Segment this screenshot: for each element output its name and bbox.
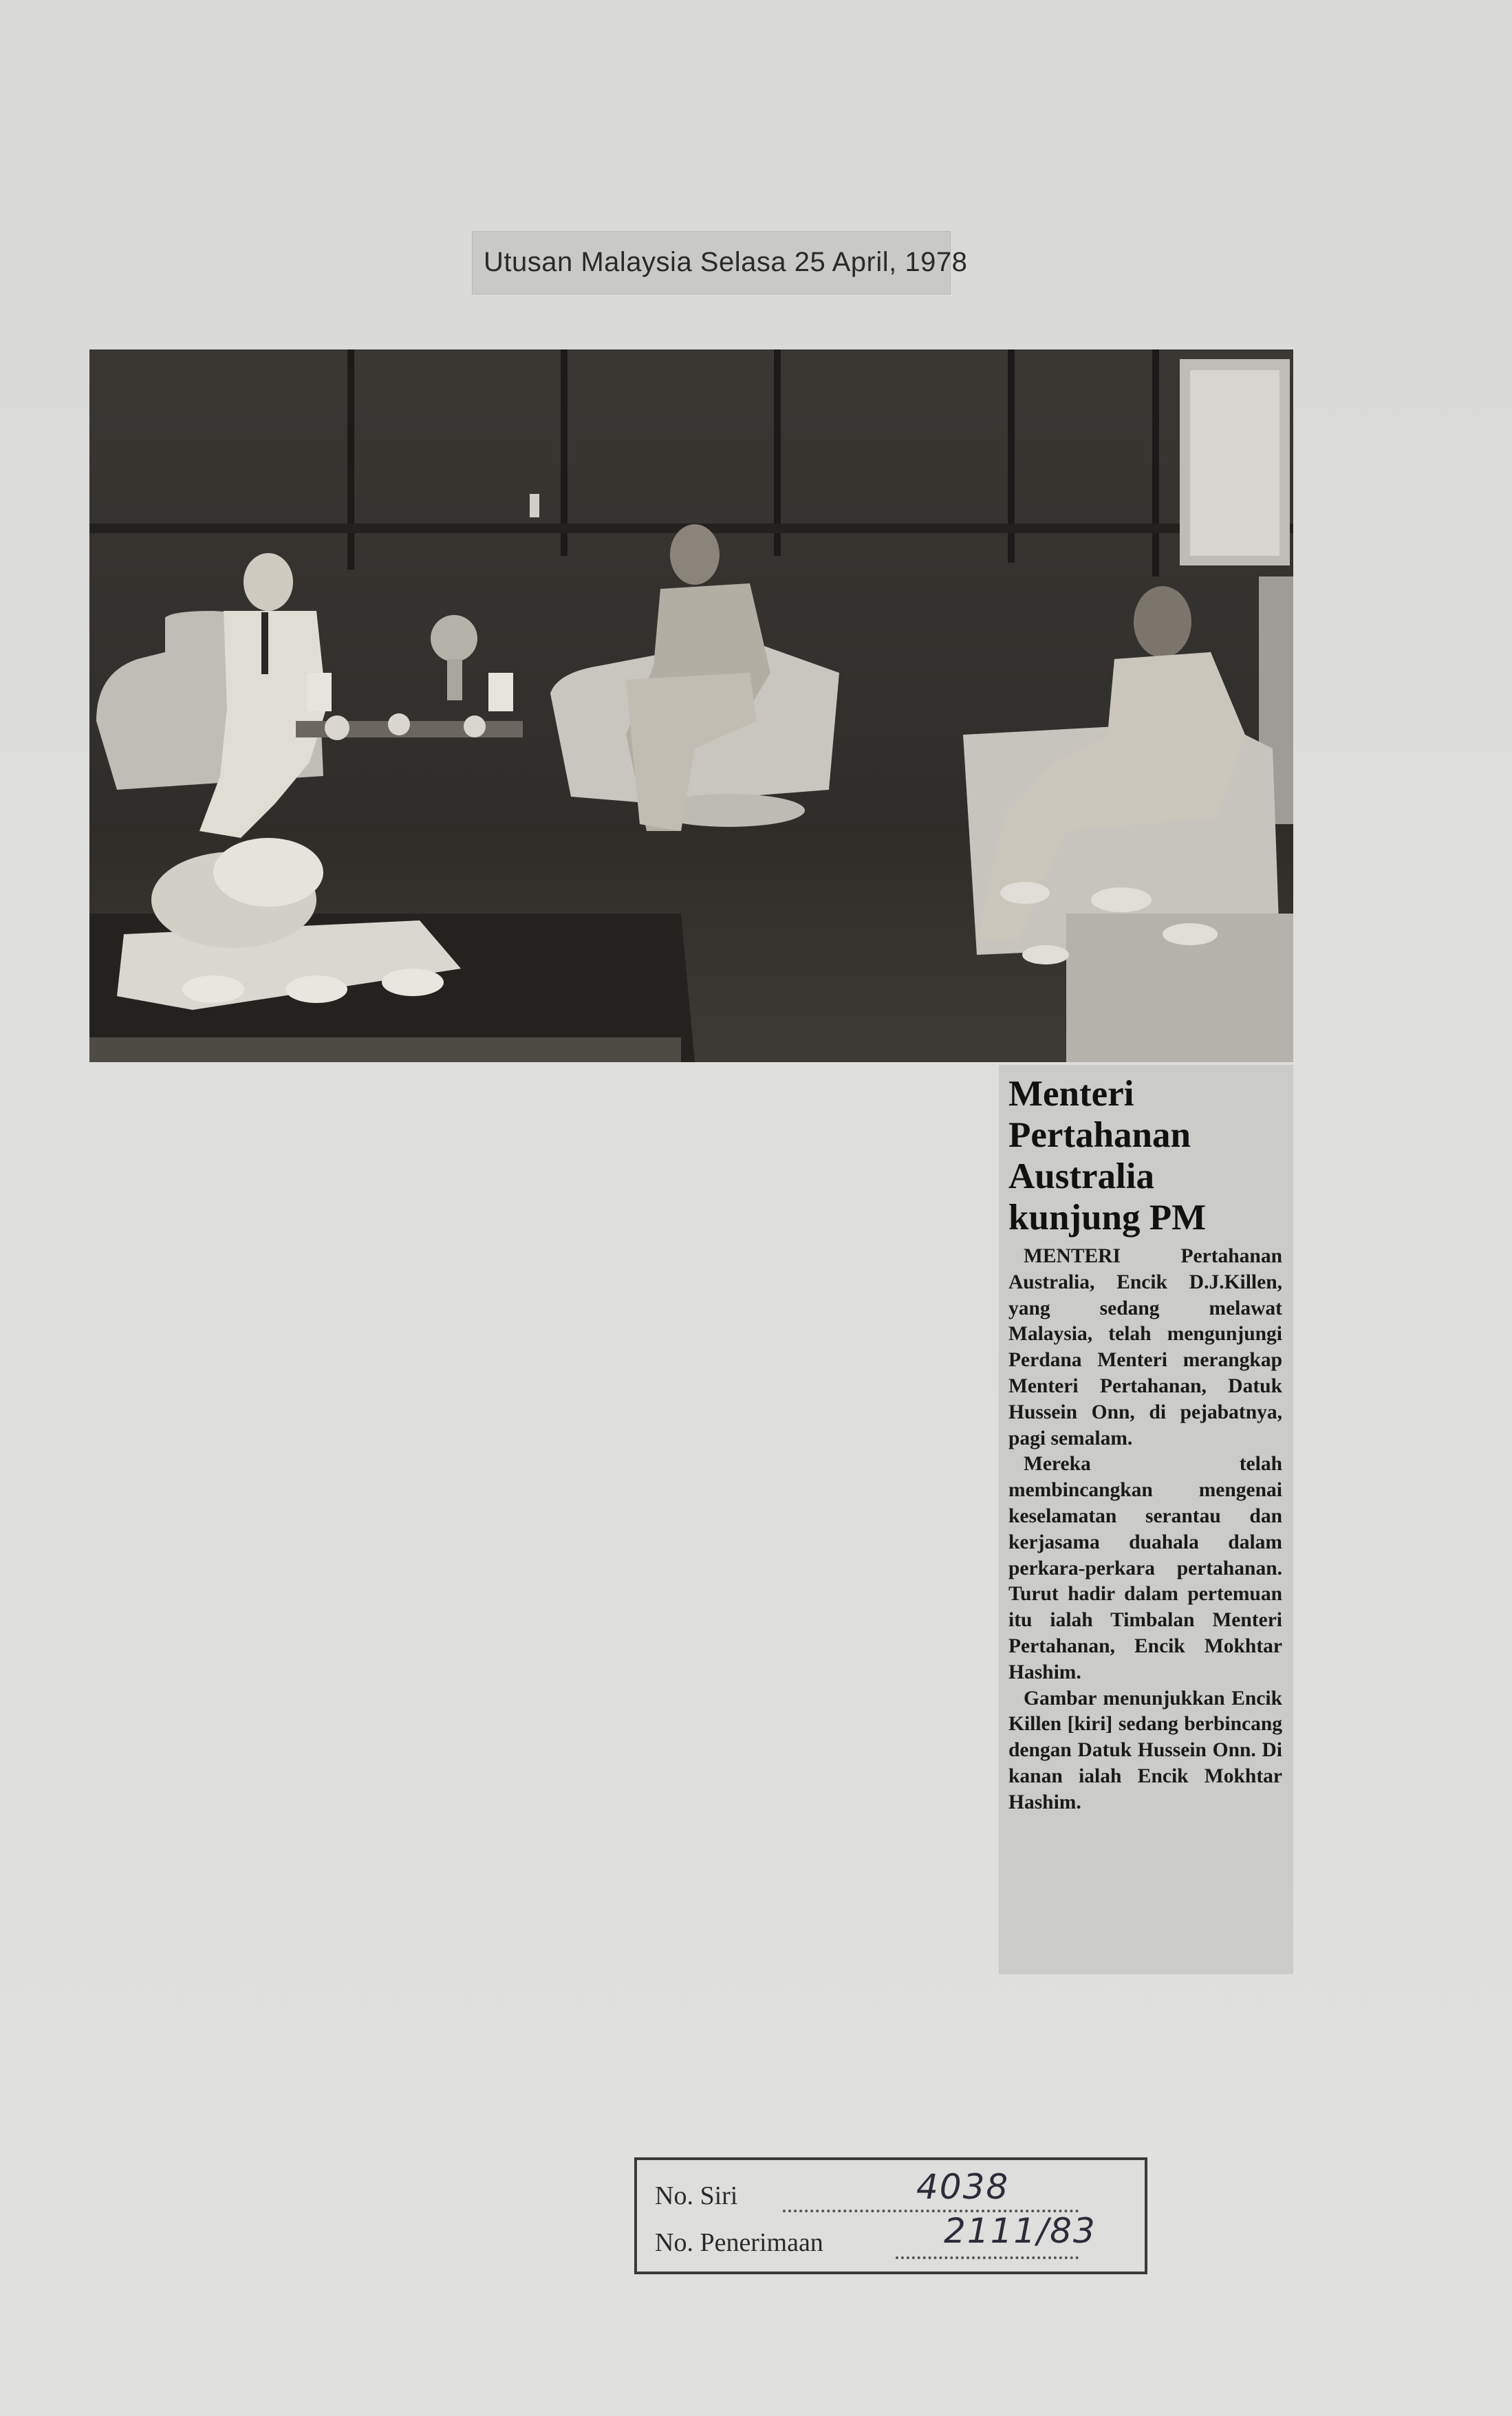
news-photo	[89, 349, 1293, 1062]
article-paragraph: Mereka telah membincangkan mengenai keselamatan serantau dan kerjasama duahala dalam perkara-perkara pertahanan. Turut hadir dalam pertemuan itu ialah Timbalan Menteri Pertahanan, Encik Mokhtar Hashim.	[1008, 1453, 1282, 1683]
archive-stamp	[634, 2157, 1147, 2274]
penerimaan-value: 2111/83	[944, 2211, 1097, 2251]
headline-line: Australia	[1008, 1156, 1154, 1196]
article-paragraph: Gambar menunjukkan Encik Killen [kiri] sedang berbincang dengan Datuk Hussein Onn. Di kanan ialah Encik Mokhtar Hashim.	[1008, 1687, 1282, 1813]
siri-row	[655, 2167, 1123, 2215]
siri-value: 4038	[916, 2167, 1010, 2207]
penerimaan-row	[655, 2211, 1123, 2262]
article-headline	[1008, 1073, 1282, 1238]
source-caption	[472, 231, 968, 294]
siri-label: No. Siri	[655, 2181, 738, 2210]
headline-line: Menteri	[1008, 1074, 1134, 1114]
headline-line: Pertahanan	[1008, 1115, 1191, 1155]
article-body	[1008, 1244, 1282, 1816]
news-photo-image	[89, 349, 1293, 1062]
headline-line: kunjung PM	[1008, 1198, 1207, 1238]
penerimaan-label: No. Penerimaan	[655, 2228, 823, 2257]
source-caption-text: Utusan Malaysia Selasa 25 April, 1978	[484, 247, 968, 277]
news-article	[999, 1065, 1293, 1974]
article-paragraph: MENTERI Pertahanan Australia, Encik D.J.Killen, yang sedang melawat Malaysia, telah mengunjungi Perdana Menteri merangkap Menteri Pertahanan, Datuk Hussein Onn, di pejabatnya, pagi semalam.	[1008, 1245, 1282, 1449]
penerimaan-dotted-line	[896, 2256, 1079, 2259]
